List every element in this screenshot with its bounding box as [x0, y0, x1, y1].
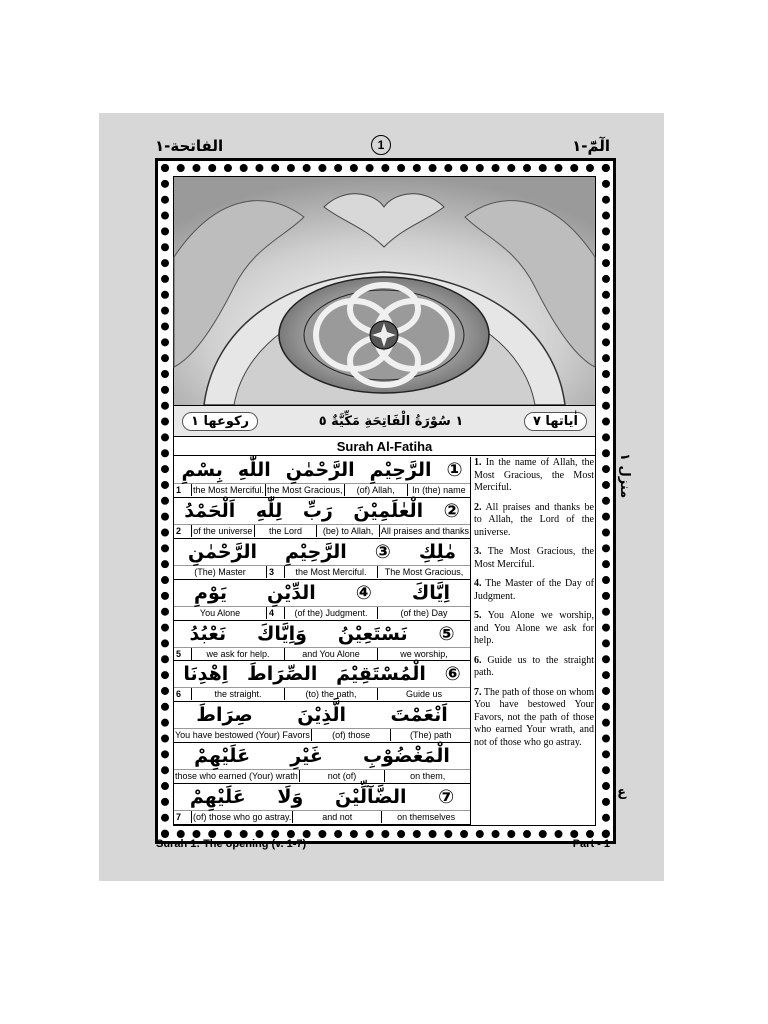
english-glosses — [174, 524, 470, 537]
translation-verse — [474, 610, 594, 648]
translation-verse-number: 7. — [474, 686, 482, 698]
mushaf-page — [99, 113, 664, 881]
arabic-word: عَلَيْهِمْ — [189, 786, 246, 808]
english-glosses — [174, 728, 470, 741]
english-gloss: 3 — [266, 566, 284, 578]
english-gloss: (of) those — [311, 729, 391, 741]
arabic-word: الْمُسْتَقِيْمَ — [336, 663, 426, 686]
translation-text: The Most Gracious, the Most Merciful. — [474, 546, 594, 570]
arabic-word: صِرَاطَ — [196, 704, 253, 727]
english-gloss: (be) to Allah, — [316, 525, 379, 537]
arabic-word: لِلّٰهِ — [255, 499, 283, 522]
translation-verse — [474, 502, 594, 540]
arabic-word: اَنْعَمْتَ — [390, 704, 448, 727]
arabic-word: رَبِّ — [302, 499, 333, 522]
illumination-ornament — [174, 177, 595, 405]
english-gloss: on them, — [384, 770, 470, 782]
ayat-count: اٰیاتھا ٧ — [524, 412, 587, 431]
verse-row — [174, 621, 470, 662]
arabic-word: ① — [446, 459, 463, 481]
arabic-word: الرَّحْمٰنِ — [285, 459, 355, 481]
english-gloss: not (of) — [299, 770, 385, 782]
english-gloss: Guide us — [377, 688, 470, 700]
arabic-words — [174, 498, 470, 524]
english-gloss: 6 — [176, 689, 182, 700]
english-gloss: The Most Gracious, — [377, 566, 470, 578]
english-glosses — [174, 810, 470, 823]
verse-row — [174, 498, 470, 539]
verse-row — [174, 580, 470, 621]
footer-surah-info: Surah 1: The opening (v. 1-7) — [156, 838, 307, 850]
english-gloss: (of the) Judgment. — [284, 607, 377, 619]
english-gloss: (of the) Day — [377, 607, 470, 619]
arabic-words — [174, 661, 470, 687]
english-gloss: the Most Gracious, — [267, 485, 343, 495]
english-gloss: the Most Merciful. — [193, 485, 265, 495]
english-gloss: the Most Merciful. — [284, 566, 377, 578]
translation-text: The Master of the Day of Judgment. — [474, 578, 594, 602]
translation-text: Guide us to the straight path. — [474, 654, 595, 678]
english-gloss: and not — [292, 811, 381, 823]
arabic-words — [174, 743, 470, 769]
translation-text: All praises and thanks be to Allah, the Lord of the universe. — [474, 501, 594, 538]
arabic-words — [174, 621, 470, 647]
arabic-word: نَعْبُدُ — [189, 622, 227, 645]
page-frame — [155, 158, 616, 844]
word-by-word-grid — [174, 457, 471, 825]
arabic-word: الضَّآلِّيْنَ — [334, 786, 407, 808]
english-gloss: 2 — [176, 525, 182, 536]
arabic-word: اَلْحَمْدُ — [184, 499, 236, 522]
page-content — [173, 176, 596, 826]
arabic-word: الَّذِيْنَ — [297, 704, 347, 727]
arabic-word: ④ — [355, 581, 372, 604]
english-gloss: 4 — [266, 607, 284, 619]
page-number: 1 — [371, 135, 391, 155]
translation-text: You Alone we worship, and You Alone we ask for help. — [474, 610, 594, 646]
arabic-word: الْمَغْضُوْبِ — [363, 745, 450, 768]
verse-row — [174, 539, 470, 580]
english-gloss: and You Alone — [284, 648, 377, 660]
english-glosses — [174, 565, 470, 578]
translation-verse-number: 4. — [474, 578, 482, 589]
translation-verse-number: 1. — [474, 457, 482, 468]
footer-part: Part - 1 — [572, 838, 610, 850]
english-glosses — [174, 769, 470, 782]
english-glosses — [174, 483, 470, 496]
arabic-word: ⑥ — [444, 663, 461, 686]
english-gloss: on themselves — [381, 811, 470, 823]
translation-verse-number: 5. — [474, 610, 482, 621]
arabic-word: وَاِيَّاكَ — [256, 622, 307, 645]
arabic-word: الْعٰلَمِيْنَ — [353, 499, 424, 522]
arabic-word: بِسْمِ — [181, 459, 223, 481]
arabic-word: مٰلِكِ — [418, 540, 457, 563]
english-gloss: those who earned (Your) wrath — [175, 771, 298, 782]
english-gloss: 5 — [176, 648, 182, 659]
english-gloss: 1 — [176, 485, 182, 495]
arabic-word: نَسْتَعِيْنُ — [337, 622, 408, 645]
translation-verse — [474, 578, 594, 603]
arabic-word: الدِّيْنِ — [266, 581, 316, 604]
arabic-word: الرَّحِيْمِ — [369, 459, 432, 481]
arabic-words — [174, 580, 470, 606]
arabic-word: ⑤ — [438, 622, 455, 645]
translation-text: In the name of Allah, the Most Gracious, the Most Merciful. — [474, 457, 594, 493]
verse-row — [174, 661, 470, 702]
translation-verse — [474, 457, 594, 495]
english-gloss: (to) the path, — [284, 688, 377, 700]
verse-row — [174, 457, 470, 498]
arabic-word: الرَّحِيْمِ — [284, 540, 347, 563]
verse-row — [174, 784, 470, 825]
ruku-marker: ع — [617, 785, 626, 800]
arabic-word: اِهْدِنَا — [183, 663, 229, 686]
translation-verse — [474, 655, 594, 680]
ruku-count: رکوعھا ١ — [182, 412, 258, 431]
arabic-word: يَوْمِ — [194, 581, 228, 604]
arabic-word: الرَّحْمٰنِ — [188, 540, 258, 563]
arabic-word: ⑦ — [438, 786, 455, 808]
header-surah-name: الفاتحة-١ — [155, 137, 224, 155]
english-gloss: In (the) name — [407, 484, 470, 496]
english-gloss: we ask for help. — [191, 648, 284, 660]
arabic-words — [174, 457, 470, 483]
arabic-word: ③ — [374, 540, 391, 563]
verse-row — [174, 743, 470, 784]
arabic-word: الصِّرَاطَ — [246, 663, 318, 686]
english-gloss: (The) Master — [194, 566, 246, 577]
arabic-words — [174, 784, 470, 810]
arabic-word: وَلَا — [277, 786, 304, 808]
english-glosses — [174, 687, 470, 700]
english-gloss: 7 — [176, 812, 182, 822]
translation-verse — [474, 546, 594, 571]
translation-verse-number: 2. — [474, 501, 482, 513]
arabic-word: اِيَّاكَ — [411, 581, 451, 604]
surah-arabic-title: ١ سُوْرَةُ الْفَاتِحَةِ مَكِّيَّةٌ ٥ — [318, 413, 464, 429]
header-juz-name: الٓمّٓ-١ — [572, 137, 610, 155]
arabic-words — [174, 702, 470, 728]
translation-verse-number: 6. — [474, 654, 482, 666]
arabic-word: عَلَيْهِمْ — [194, 745, 251, 768]
english-gloss: (of) those who go astray. — [193, 812, 292, 822]
translation-column — [474, 457, 594, 825]
arabic-word: ② — [443, 499, 460, 522]
english-gloss: we worship, — [377, 648, 470, 660]
english-gloss: You have bestowed (Your) Favors — [175, 730, 310, 741]
arabic-word: اللّٰهِ — [237, 459, 271, 481]
arabic-words — [174, 539, 470, 565]
arabic-word: غَيْرِ — [290, 745, 323, 768]
surah-english-title: Surah Al-Fatiha — [174, 439, 595, 456]
manzil-marker: منزل ١ — [617, 453, 632, 499]
english-gloss: (The) path — [390, 729, 470, 741]
translation-verse-number: 3. — [474, 546, 482, 557]
english-gloss: All praises and thanks — [380, 525, 469, 536]
english-glosses — [174, 606, 470, 619]
english-glosses — [174, 647, 470, 660]
verse-row — [174, 702, 470, 743]
surah-title-band — [174, 405, 595, 437]
english-gloss: of the universe — [191, 525, 254, 537]
english-gloss: (of) Allah, — [344, 484, 407, 496]
translation-verse — [474, 687, 594, 750]
english-gloss: the Lord — [254, 525, 317, 537]
english-gloss: You Alone — [199, 607, 241, 618]
translation-text: The path of those on whom You have bestowed Your Favors, not the path of those who earned Your wrath, and not of those who go astray. — [474, 686, 594, 748]
english-gloss: the straight. — [191, 688, 284, 700]
